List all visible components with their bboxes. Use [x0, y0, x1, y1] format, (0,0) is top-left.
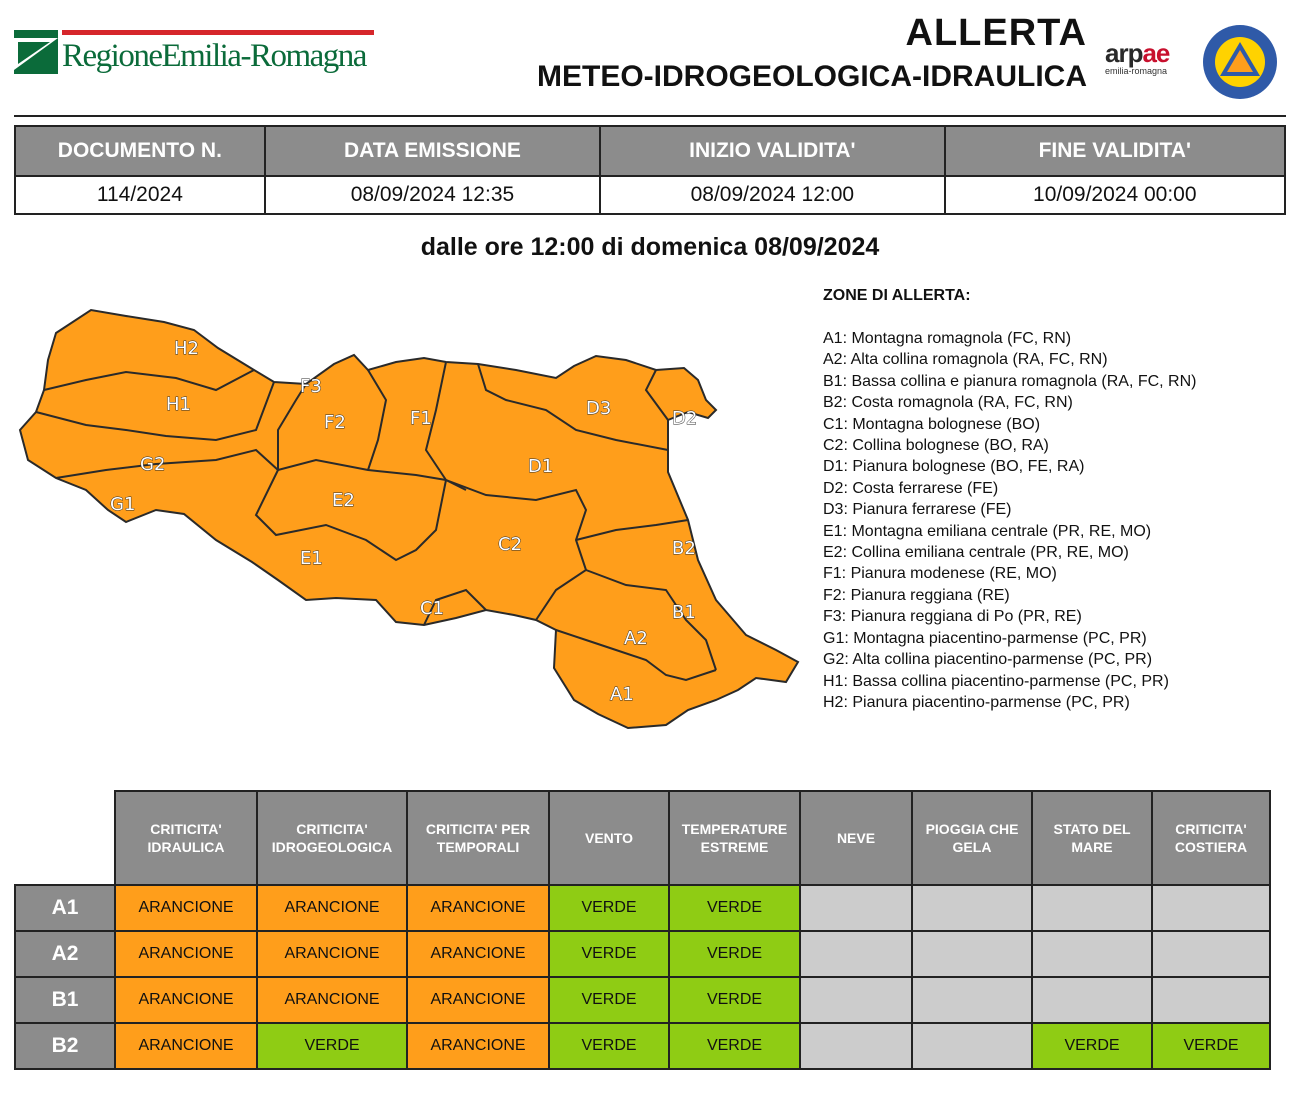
matrix-zone-cell: A1	[15, 885, 115, 931]
legend-title: ZONE DI ALLERTA:	[823, 287, 971, 304]
zone-label-b1: B1	[672, 602, 696, 623]
legend-item: D2: Costa ferrarese (FE)	[823, 479, 999, 497]
matrix-column-header-line: IDROGEOLOGICA	[271, 839, 393, 855]
matrix-zone-cell: A2	[15, 931, 115, 977]
matrix-level-cell	[1032, 885, 1152, 931]
legend-item: D3: Pianura ferrarese (FE)	[823, 501, 1012, 519]
value-inizio-validita: 08/09/2024 12:00	[600, 176, 944, 214]
legend-item: F2: Pianura reggiana (RE)	[823, 586, 1010, 604]
arpae-logo-name	[1105, 38, 1193, 69]
arpae-name-part2: ae	[1142, 38, 1170, 68]
matrix-level-cell: ARANCIONE	[407, 977, 549, 1023]
matrix-zone-cell: B2	[15, 1023, 115, 1069]
matrix-column-header	[669, 791, 800, 885]
legend-item: C1: Montagna bolognese (BO)	[823, 415, 1041, 433]
zone-legend	[823, 287, 1283, 713]
zone-label-f3: F3	[300, 376, 322, 397]
zone-label-d3: D3	[586, 398, 612, 419]
zone-label-a1: A1	[610, 684, 634, 705]
zone-label-c2: C2	[498, 534, 523, 555]
zone-label-f1: F1	[410, 408, 432, 429]
matrix-level-cell	[912, 977, 1032, 1023]
zone-label-f2: F2	[324, 412, 346, 433]
matrix-column-header	[115, 791, 257, 885]
zone-label-e1: E1	[300, 548, 323, 569]
legend-item: H2: Pianura piacentino-parmense (PC, PR)	[823, 693, 1130, 711]
matrix-level-cell: ARANCIONE	[115, 885, 257, 931]
region-logo	[14, 30, 376, 78]
matrix-column-header	[1032, 791, 1152, 885]
zone-label-h1: H1	[166, 394, 191, 415]
matrix-level-cell: VERDE	[1152, 1023, 1270, 1069]
matrix-level-cell: ARANCIONE	[407, 1023, 549, 1069]
alert-zone-map	[16, 300, 806, 740]
legend-item: B2: Costa romagnola (RA, FC, RN)	[823, 394, 1073, 412]
matrix-level-cell	[912, 931, 1032, 977]
protezione-civile-badge-icon	[1202, 24, 1278, 100]
matrix-level-cell: VERDE	[549, 885, 669, 931]
zone-label-c1: C1	[420, 598, 445, 619]
matrix-level-cell	[1152, 931, 1270, 977]
matrix-level-cell: VERDE	[669, 1023, 800, 1069]
legend-item: C2: Collina bolognese (BO, RA)	[823, 437, 1049, 455]
matrix-level-cell: ARANCIONE	[257, 931, 407, 977]
zone-label-h2: H2	[174, 338, 199, 359]
matrix-level-cell: ARANCIONE	[407, 931, 549, 977]
matrix-body	[15, 885, 1270, 1069]
legend-item: A1: Montagna romagnola (FC, RN)	[823, 330, 1072, 347]
arpae-logo-sub: emilia-romagna	[1105, 66, 1168, 76]
matrix-level-cell: ARANCIONE	[257, 977, 407, 1023]
matrix-column-header-line: TEMPORALI	[436, 839, 520, 855]
arpae-logo	[1105, 38, 1193, 86]
matrix-column-header	[549, 791, 669, 885]
matrix-column-header	[257, 791, 407, 885]
matrix-zone-cell: B1	[15, 977, 115, 1023]
matrix-header-row	[15, 791, 1270, 885]
matrix-column-header-line: COSTIERA	[1174, 839, 1248, 855]
region-logo-text: RegioneEmilia-Romagna	[62, 38, 366, 74]
matrix-column-header-line: ESTREME	[700, 839, 769, 855]
value-documento: 114/2024	[15, 176, 265, 214]
matrix-column-header-line: IDRAULICA	[147, 839, 225, 855]
page-title: ALLERTA	[905, 12, 1087, 54]
value-fine-validita: 10/09/2024 00:00	[945, 176, 1285, 214]
matrix-level-cell	[1032, 977, 1152, 1023]
matrix-level-cell: VERDE	[549, 931, 669, 977]
zone-label-d1: D1	[528, 456, 554, 477]
matrix-level-cell	[1152, 885, 1270, 931]
zone-label-b2: B2	[672, 538, 696, 559]
matrix-column-header	[1152, 791, 1270, 885]
matrix-column-header-line: TEMPERATURE	[681, 821, 788, 837]
page-subtitle: METEO-IDROGEOLOGICA-IDRAULICA	[537, 60, 1087, 93]
matrix-level-cell	[912, 885, 1032, 931]
header-fine-validita: FINE VALIDITA'	[945, 126, 1285, 176]
legend-item: A2: Alta collina romagnola (RA, FC, RN)	[823, 351, 1108, 369]
matrix-row	[15, 977, 1270, 1023]
matrix-column-header-line: STATO DEL	[1053, 821, 1131, 837]
matrix-row	[15, 931, 1270, 977]
header-inizio-validita: INIZIO VALIDITA'	[600, 126, 944, 176]
zone-label-e2: E2	[332, 490, 355, 511]
legend-item: B1: Bassa collina e pianura romagnola (RA, FC, RN)	[823, 372, 1197, 390]
region-flag-icon	[14, 30, 58, 74]
header-data-emissione: DATA EMISSIONE	[265, 126, 600, 176]
legend-item: F3: Pianura reggiana di Po (PR, RE)	[823, 608, 1082, 626]
legend-item: E1: Montagna emiliana centrale (PR, RE, MO)	[823, 522, 1152, 540]
zone-label-g1: G1	[110, 494, 136, 515]
matrix-level-cell: VERDE	[549, 1023, 669, 1069]
value-data-emissione: 08/09/2024 12:35	[265, 176, 600, 214]
arpae-name-part1: arp	[1105, 38, 1143, 68]
matrix-level-cell	[912, 1023, 1032, 1069]
matrix-column-header-line: CRITICITA'	[1175, 821, 1247, 837]
matrix-level-cell	[800, 977, 912, 1023]
matrix-level-cell	[800, 931, 912, 977]
matrix-column-header-line: CRITICITA' PER	[425, 821, 531, 837]
matrix-level-cell: ARANCIONE	[257, 885, 407, 931]
matrix-level-cell: ARANCIONE	[115, 1023, 257, 1069]
matrix-level-cell	[1032, 931, 1152, 977]
validity-subheading: dalle ore 12:00 di domenica 08/09/2024	[420, 233, 880, 261]
zone-label-a2: A2	[624, 628, 648, 649]
logo-red-line	[62, 30, 374, 35]
legend-item: H1: Bassa collina piacentino-parmense (PC, PR)	[823, 672, 1169, 690]
matrix-level-cell: VERDE	[257, 1023, 407, 1069]
matrix-corner	[15, 791, 115, 885]
matrix-level-cell: VERDE	[1032, 1023, 1152, 1069]
matrix-level-cell: VERDE	[669, 977, 800, 1023]
zone-label-g2: G2	[140, 454, 166, 475]
zone-label-d2: D2	[672, 408, 698, 429]
legend-item: G2: Alta collina piacentino-parmense (PC, PR)	[823, 651, 1153, 669]
legend-item: D1: Pianura bolognese (BO, FE, RA)	[823, 458, 1085, 476]
matrix-level-cell: ARANCIONE	[407, 885, 549, 931]
matrix-column-header-line: VENTO	[585, 830, 633, 846]
matrix-column-header-line: PIOGGIA CHE	[925, 821, 1019, 837]
legend-item: G1: Montagna piacentino-parmense (PC, PR)	[823, 629, 1147, 647]
alert-matrix-table	[14, 790, 1271, 1070]
matrix-column-header-line: GELA	[952, 839, 992, 855]
header-divider	[14, 115, 1286, 117]
legend-item: F1: Pianura modenese (RE, MO)	[823, 565, 1057, 583]
document-info-table	[14, 125, 1286, 215]
header-documento: DOCUMENTO N.	[15, 126, 265, 176]
matrix-column-header	[407, 791, 549, 885]
matrix-level-cell: ARANCIONE	[115, 977, 257, 1023]
matrix-level-cell	[800, 1023, 912, 1069]
matrix-level-cell	[800, 885, 912, 931]
matrix-column-header-line: NEVE	[836, 830, 876, 846]
matrix-row	[15, 885, 1270, 931]
matrix-level-cell	[1152, 977, 1270, 1023]
matrix-column-header-line: MARE	[1071, 839, 1113, 855]
matrix-column-header	[800, 791, 912, 885]
matrix-level-cell: VERDE	[669, 885, 800, 931]
matrix-level-cell: ARANCIONE	[115, 931, 257, 977]
matrix-level-cell: VERDE	[549, 977, 669, 1023]
matrix-column-header-line: CRITICITA'	[150, 821, 222, 837]
matrix-column-header	[912, 791, 1032, 885]
legend-item: E2: Collina emiliana centrale (PR, RE, MO)	[823, 544, 1129, 562]
matrix-level-cell: VERDE	[669, 931, 800, 977]
matrix-column-header-line: CRITICITA'	[296, 821, 368, 837]
matrix-row	[15, 1023, 1270, 1069]
